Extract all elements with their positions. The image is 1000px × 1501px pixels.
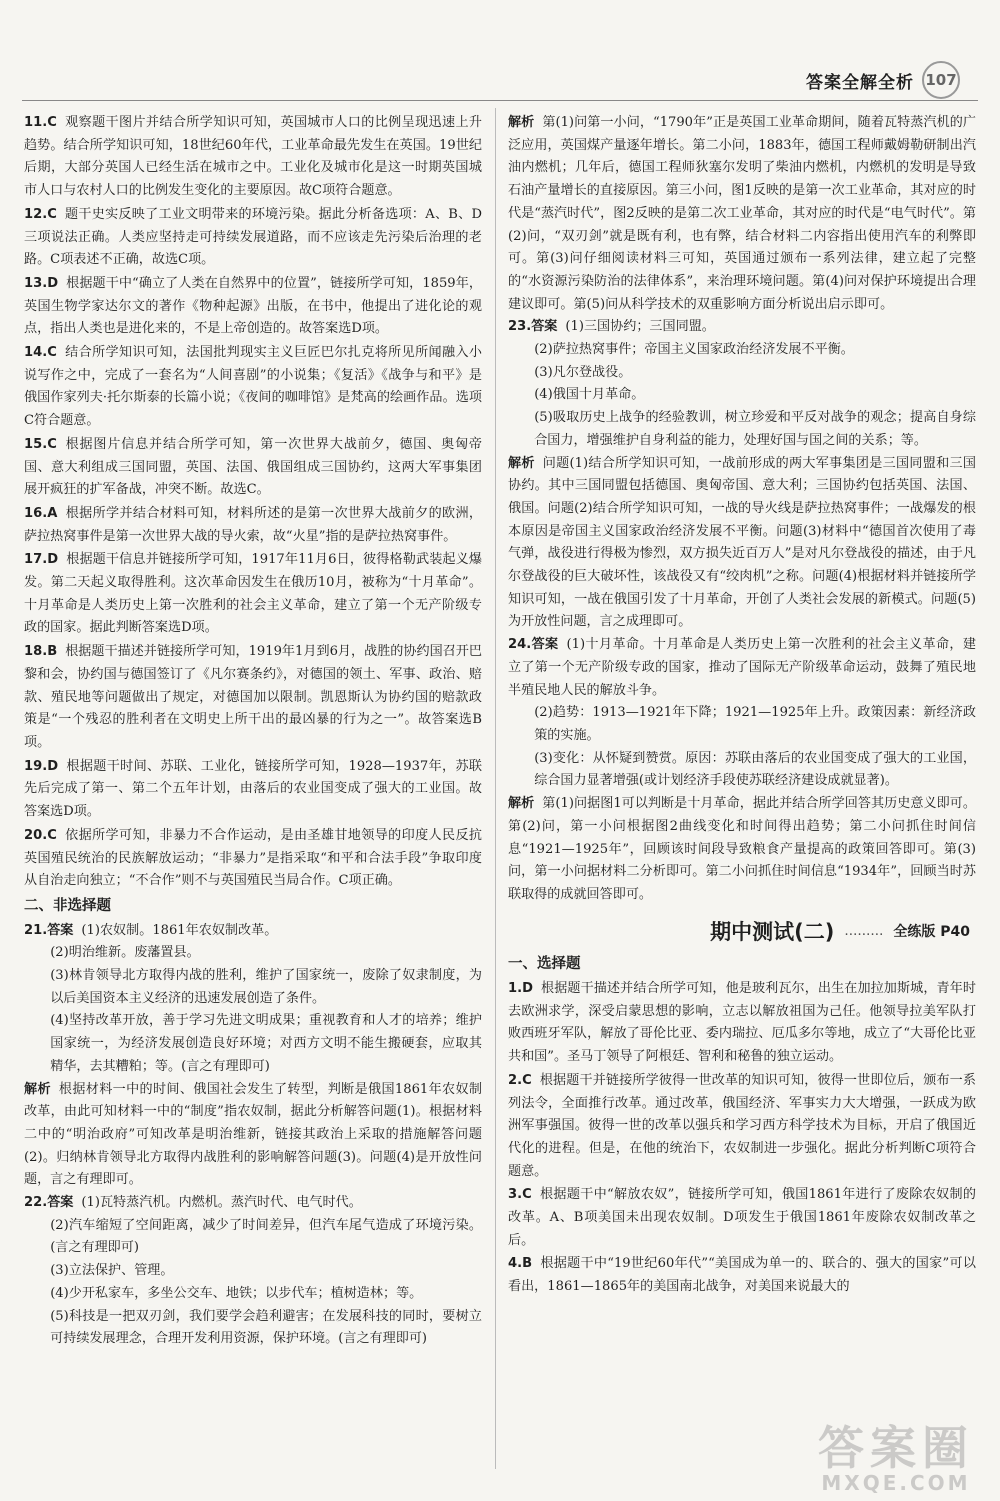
q23-answer-2: (2)萨拉热窝事件；帝国主义国家政治经济发展不平衡。 <box>534 342 854 358</box>
q22-answer-1: (1)瓦特蒸汽机。内燃机。蒸汽时代、电气时代。 <box>81 1195 362 1211</box>
answer-label: 4.B <box>508 1256 533 1272</box>
q22-label: 22.答案 <box>24 1195 74 1211</box>
q22-jiexi-label: 解析 <box>508 115 535 130</box>
answer-text: 根据题干并链接所学彼得一世改革的知识可知，彼得一世即位后，颁布一系列法令，全面推行改革。通过改革，俄国经济、军事实力大大增强，一跃成为欧洲军事强国。彼得一世的改革以强兵和学习西方科学技术为目标，开启了俄国近代化的进程。但是，在他的统治下，农奴制进一步强化。据此分析判断C项符合题意。 <box>508 1072 976 1179</box>
answer-item <box>508 1253 976 1298</box>
answer-item <box>24 273 482 341</box>
answer-label: 15.C <box>24 436 57 452</box>
answer-text: 根据题干描述并链接所学可知，1919年1月到6月，战胜的协约国召开巴黎和会，协约国与德国签订了《凡尔赛条约》，对德国的领土、军事、政治、赔款、殖民地等问题做出了规定，对德国加以限制。凯恩斯认为协约国的赔款政策是“一个残忍的胜利者在文明史上所干出的最凶暴的行为之一”。故答案选B项。 <box>24 644 482 750</box>
answer-label: 18.B <box>24 644 58 660</box>
left-column <box>24 112 482 1477</box>
q21-jiexi: 根据材料一中的时间、俄国社会发生了转型，判断是俄国1861年农奴制改革，由此可知材料一中的“制度”指农奴制，据此分析解答问题(1)。根据材料二中的“明治政府”可知改革是明治维新，链接其政治上采取的措施解答问题(2)。归纳林肯领导北方取得内战胜利的影响解答问题(3)。问题(4)是开放性问题，言之有理即可。 <box>24 1081 482 1188</box>
answer-label: 20.C <box>24 827 57 843</box>
section-heading-nonchoice: 二、非选择题 <box>24 897 111 914</box>
watermark-line2: MXQE.COM <box>821 1471 971 1495</box>
midterm-heading <box>508 921 970 944</box>
q23-jiexi-label: 解析 <box>508 455 535 471</box>
q24-jiexi-label: 解析 <box>508 796 535 812</box>
column-divider <box>495 108 496 1469</box>
q21-answer-3: (3)林肯领导北方取得内战的胜利，维护了国家统一，废除了奴隶制度，为以后美国资本主义经济的迅速发展创造了条件。 <box>50 968 482 1006</box>
watermark-line1: 答案圈 <box>818 1421 974 1475</box>
midterm-dots: ……… <box>844 923 884 939</box>
midterm-title: 期中测试(二) <box>710 919 835 944</box>
right-column <box>508 112 976 1477</box>
answer-item <box>508 978 976 1069</box>
answer-text: 根据图片信息并结合所学可知，第一次世界大战前夕，德国、奥匈帝国、意大利组成三国同盟，英国、法国、俄国组成三国协约，这两大军事集团展开疯狂的扩军备战，冲突不断。故选C。 <box>24 436 482 498</box>
q24-jiexi: 第(1)问据图1可以判断是十月革命，据此并结合所学回答其历史意义即可。第(2)问，第一小问根据图2曲线变化和时间得出趋势；第二小问抓住时间信息“1921—1925年”，回顾该时间段导致粮食产量提高的政策回答即可。第(3)问，第一小问据材料二分析即可。第二小问抓住时间信息“1934年”，回顾当时苏联取得的成就回答即可。 <box>508 796 976 902</box>
answer-label: 16.A <box>24 505 58 521</box>
q23-answer-4: (4)俄国十月革命。 <box>534 387 645 403</box>
q24-answer-2: (2)趋势：1913—1921年下降；1921—1925年上升。政策因素：新经济政策的实施。 <box>534 705 976 743</box>
q22-jiexi-block <box>508 112 976 316</box>
answer-item <box>24 204 482 272</box>
q23-answer-5: (5)吸取历史上战争的经验教训，树立珍爱和平反对战争的观念；提高自身综合国力，增强维护自身利益的能力，处理好国与国之间的关系；等。 <box>534 410 976 448</box>
answer-text: 根据题干中“解放农奴”，链接所学可知，俄国1861年进行了废除农奴制的改革。A、B项美国未出现农奴制。D项发生于俄国1861年废除农奴制改革之后。 <box>508 1187 976 1248</box>
q22-answer-5: (5)科技是一把双刃剑，我们要学会趋利避害；在发展科技的同时，要树立可持续发展理念，合理开发利用资源，保护环境。(言之有理即可) <box>50 1308 482 1347</box>
q21-label: 21.答案 <box>24 922 74 938</box>
answer-text: 依据所学可知，非暴力不合作运动，是由圣雄甘地领导的印度人民反抗英国殖民统治的民族解放运动；“非暴力”是指采取“和平和合法手段”争取印度从自治走向独立；“不合作”则不与英国殖民当局合作。C项正确。 <box>24 827 482 889</box>
q23-answer-3: (3)凡尔登战役。 <box>534 364 632 380</box>
answer-label: 17.D <box>24 552 59 568</box>
answer-label: 12.C <box>24 206 57 222</box>
section-heading-choice: 一、选择题 <box>508 956 581 973</box>
answer-item <box>24 825 482 893</box>
header-title: 答案全解全析 <box>806 72 914 93</box>
answer-item <box>24 756 482 824</box>
q24-answer-1: (1)十月革命。十月革命是人类历史上第一次胜利的社会主义革命，建立了第一个无产阶级专政的国家，推动了国际无产阶级革命运动，鼓舞了殖民地半殖民地人民的解放斗争。 <box>508 637 976 698</box>
q23-label: 23.答案 <box>508 319 558 335</box>
q21-jiexi-label: 解析 <box>24 1081 51 1097</box>
page-number: 107 <box>922 61 960 99</box>
answer-item <box>24 112 482 203</box>
page-header <box>806 62 960 98</box>
q22-block <box>24 1192 482 1351</box>
q24-label: 24.答案 <box>508 637 559 653</box>
q21-answer-1: (1)农奴制。1861年农奴制改革。 <box>81 922 278 938</box>
q23-answer-1: (1)三国协约；三国同盟。 <box>565 319 715 335</box>
answer-item <box>508 1070 976 1184</box>
answer-label: 14.C <box>24 345 57 361</box>
watermark-logo <box>818 1421 974 1495</box>
answer-item <box>24 434 482 502</box>
answer-text: 根据题干描述并结合所学可知，他是玻利瓦尔，出生在加拉加斯城，青年时去欧洲求学，深受启蒙思想的影响，立志以解放祖国为己任。他领导拉美军队打败西班牙军队，解放了哥伦比亚、委内瑞拉、厄瓜多尔等地，成立了“大哥伦比亚共和国”。圣马丁领导了阿根廷、智利和秘鲁的独立运动。 <box>508 981 976 1065</box>
answer-item <box>24 342 482 433</box>
q22-jiexi: 第(1)问第一小问，“1790年”正是英国工业革命期间，随着瓦特蒸汽机的广泛应用，英国煤产量逐年增长。第二小问，1883年，德国工程师戴姆勒研制出汽油内燃机；几年后，德国工程师狄塞尔发明了柴油内燃机，内燃机的发明是导致石油产量增长的直接原因。第三小问，图1反映的是第一次工业革命，其对应的时代是“蒸汽时代”，图2反映的是第二次工业革命，其对应的时代是“电气时代”。第(2)问，“双刃剑”就是既有利，也有弊，结合材料二内容指出使用汽车的利弊即可。第(3)问仔细阅读材料三可知，英国通过颁布一系列法律，建立起了完整的“水资源污染防治的法律体系”，来治理环境问题。第(4)问对保护环境提出合理建议即可。第(5)问从科学技术的双重影响方面分析说出启示即可。 <box>508 115 976 312</box>
answer-label: 11.C <box>24 115 57 130</box>
answer-text: 题干史实反映了工业文明带来的环境污染。据此分析备选项：A、B、D三项说法正确。人类应坚持走可持续发展道路，而不应该走先污染后治理的老路。C项表述不正确，故选C项。 <box>24 206 482 268</box>
answer-label: 13.D <box>24 275 59 291</box>
answer-text: 根据题干信息并链接所学可知，1917年11月6日，彼得格勒武装起义爆发。第二天起义取得胜利。这次革命因发生在俄历10月，被称为“十月革命”。十月革命是人类历史上第一次胜利的社会主义革命，建立了第一个无产阶级专政的国家。据此判断答案选D项。 <box>24 552 482 636</box>
answer-item <box>24 503 482 548</box>
answer-label: 2.C <box>508 1072 532 1088</box>
midterm-page-ref: 全练版 P40 <box>893 923 970 940</box>
answer-item <box>508 1184 976 1252</box>
answer-label: 3.C <box>508 1187 532 1203</box>
answer-text: 观察题干图片并结合所学知识可知，英国城市人口的比例呈现迅速上升趋势。结合所学知识可知，18世纪60年代，工业革命最先发生在英国。19世纪后期，大部分英国人已经生活在城市之中。工业化及城市化是这一时期英国城市人口与农村人口的比例发生变化的主要原因。故C项符合题意。 <box>24 115 482 199</box>
answer-text: 根据题干中“确立了人类在自然界中的位置”，链接所学可知，1859年，英国生物学家达尔文的著作《物种起源》出版，在书中，他提出了进化论的观点，指出人类也是进化来的，不是上帝创造的。故答案选D项。 <box>24 275 482 337</box>
q22-answer-2: (2)汽车缩短了空间距离，减少了时间差异，但汽车尾气造成了环境污染。(言之有理即可) <box>50 1217 482 1256</box>
answer-item <box>24 641 482 755</box>
q21-answer-2: (2)明治维新。废藩置县。 <box>50 945 200 961</box>
q23-jiexi: 问题(1)结合所学知识可知，一战前形成的两大军事集团是三国同盟和三国协约。其中三国同盟包括德国、奥匈帝国、意大利；三国协约包括英国、法国、俄国。问题(2)结合所学知识可知，一战的导火线是萨拉热窝事件；一战爆发的根本原因是帝国主义国家政治经济发展不平衡。问题(3)材料中“德国首次使用了毒气弹，战役进行得极为惨烈，双方损失近百万人”是对凡尔登战役的描述，由于凡尔登战役的巨大破坏性，该战役又有“绞肉机”之称。问题(4)根据材料并链接所学知识可知，一战在俄国引发了十月革命，开创了人类社会发展的新模式。问题(5)为开放性问题，言之成理即可。 <box>508 455 976 630</box>
answer-text: 根据所学并结合材料可知，材料所述的是第一次世界大战前夕的欧洲，萨拉热窝事件是第一次世界大战的导火索，故“火星”指的是萨拉热窝事件。 <box>24 505 482 544</box>
q22-answer-4: (4)少开私家车，多坐公交车、地铁；以步代车；植树造林；等。 <box>50 1285 423 1301</box>
q24-block <box>508 634 976 906</box>
choice-answers-b <box>508 978 976 1299</box>
q23-block <box>508 316 976 634</box>
answer-text: 结合所学知识可知，法国批判现实主义巨匠巴尔扎克将所见所闻融入小说写作之中，完成了一套名为“人间喜剧”的小说集；《复活》《战争与和平》是俄国作家列夫·托尔斯泰的长篇小说；《夜间的咖啡馆》是梵高的绘画作品。选项C符合题意。 <box>24 345 482 429</box>
answer-text: 根据题干时间、苏联、工业化，链接所学可知，1928—1937年，苏联先后完成了第一、第二个五年计划，由落后的农业国变成了强大的工业国。故答案选D项。 <box>24 758 482 820</box>
answer-label: 19.D <box>24 758 59 774</box>
answer-item <box>24 549 482 640</box>
answer-text: 根据题干中“19世纪60年代”“美国成为单一的、联合的、强大的国家”可以看出，1861—1865年的美国南北战争，对美国来说最大的 <box>508 1256 976 1295</box>
q22-answer-3: (3)立法保护、管理。 <box>50 1263 174 1279</box>
choice-answers-a <box>24 112 482 893</box>
q21-block <box>24 920 482 1192</box>
header-rule <box>22 100 978 101</box>
q24-answer-3: (3)变化：从怀疑到赞赏。原因：苏联由落后的农业国变成了强大的工业国，综合国力显著增强(或计划经济手段使苏联经济建设成就显著)。 <box>534 750 976 789</box>
answer-label: 1.D <box>508 981 533 997</box>
q21-answer-4: (4)坚持改革开放，善于学习先进文明成果；重视教育和人才的培养；维护国家统一，为经济发展创造良好环境；对西方文明不能生搬硬套，应取其精华，去其糟粕；等。(言之有理即可) <box>50 1013 482 1074</box>
